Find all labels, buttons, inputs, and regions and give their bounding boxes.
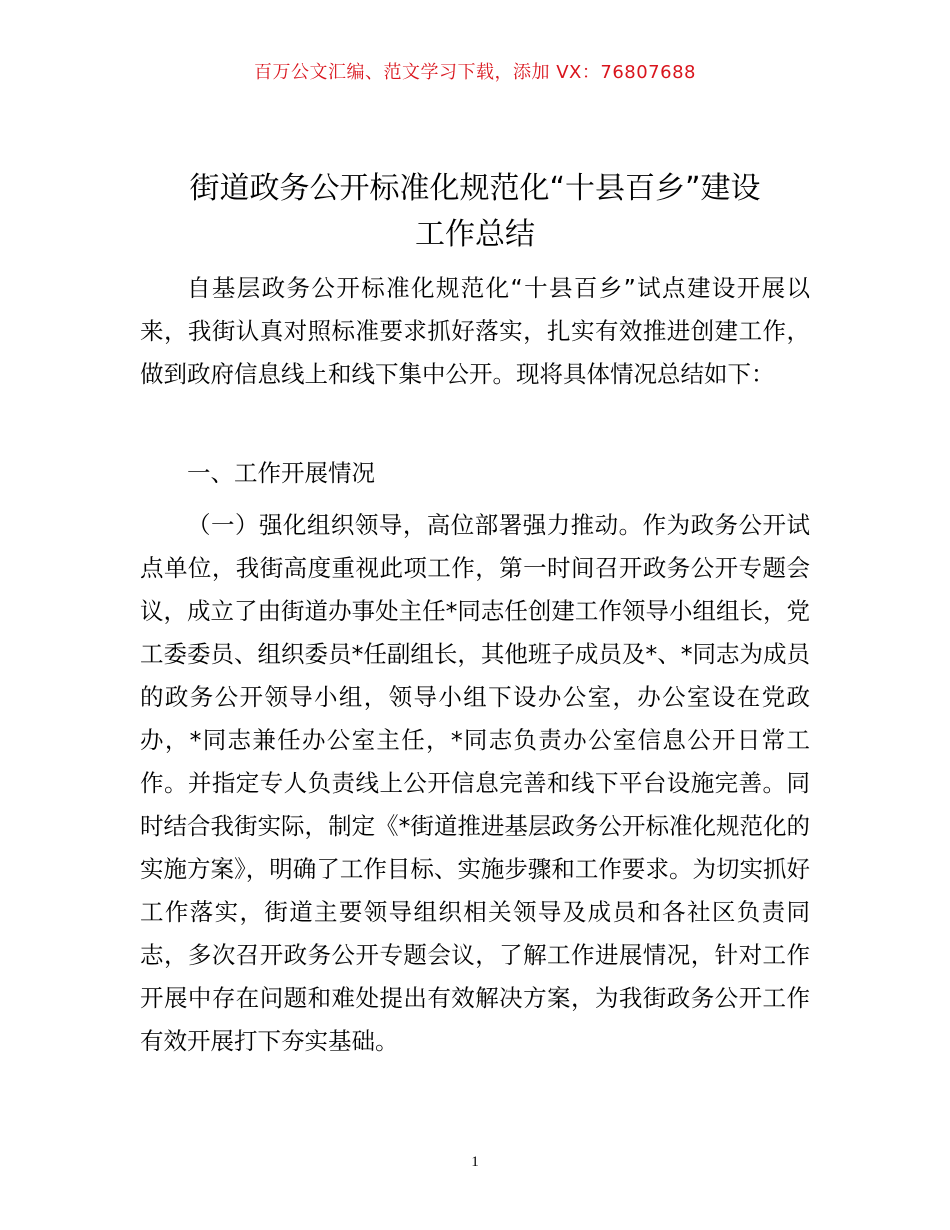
document-title xyxy=(140,166,810,258)
intro-paragraph: 自基层政务公开标准化规范化“十县百乡”试点建设开展以来，我街认真对照标准要求抓好落实，扎实有效推进创建工作，做到政府信息线上和线下集中公开。现将具体情况总结如下： xyxy=(140,274,810,388)
document-title-line-2: 工作总结 xyxy=(415,217,535,252)
page-number: 1 xyxy=(471,1154,479,1170)
section-paragraph-organization-leadership: （一）强化组织领导，高位部署强力推动。作为政务公开试点单位，我街高度重视此项工作，第一时间召开政务公开专题会议，成立了由街道办事处主任*同志任创建工作领导小组组长，党工委委员、组织委员*任副组长，其他班子成员及*、*同志为成员的政务公开领导小组，领导小组下设办公室，办公室设在党政办，*同志兼任办公室主任，*同志负责办公室信息公开日常工作。并指定专人负责线上公开信息完善和线下平台设施完善。同时结合我街实际，制定《*街道推进基层政务公开标准化规范化的实施方案》，明确了工作目标、实施步骤和工作要求。为切实抓好工作落实，街道主要领导组织相关领导及成员和各社区负责同志，多次召开政务公开专题会议，了解工作进展情况，针对工作开展中存在问题和难处提出有效解决方案，为我街政务公开工作有效开展打下夯实基础。 xyxy=(140,511,810,1055)
section-heading-work-status: 一、工作开展情况 xyxy=(187,459,375,487)
document-title-line-1: 街道政务公开标准化规范化“十县百乡”建设 xyxy=(189,171,761,206)
header-watermark-note: 百万公文汇编、范文学习下载，添加 VX：76807688 xyxy=(254,62,696,83)
